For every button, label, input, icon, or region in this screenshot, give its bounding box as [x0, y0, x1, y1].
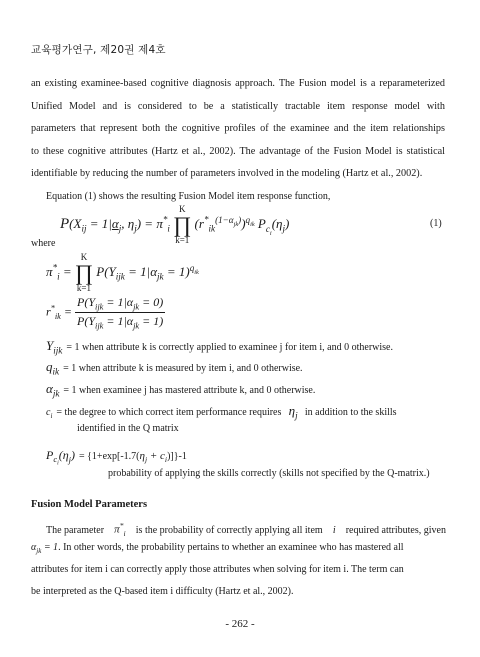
- paragraph-line: to these cognitive attributes (Hartz et al., 2002). The advantage of the Fusion Model is statistical: [31, 145, 445, 157]
- paragraph-line: an existing examinee-based cognitive diagnosis approach. The Fusion model is a reparameterized: [31, 78, 445, 89]
- running-header: 교육평가연구, 제20권 제4호: [31, 44, 166, 56]
- p-c-formula-head: = {1+exp[-1.7(: [78, 451, 140, 462]
- p-c-formula-vars: $\eta_j + c_i$: [139, 450, 168, 465]
- paragraph-line-2: [31, 542, 445, 555]
- paragraph-intro: [31, 73, 445, 186]
- y-definition-text: = 1 when attribute k is correctly applied to examinee j for item i, and 0 otherwise.: [66, 342, 393, 353]
- p-c-symbol: $P_{c_i}(\eta_j)$: [46, 448, 75, 468]
- para3-line2: . In other words, the probability pertains to whether an examinee who has mastered all: [58, 542, 404, 553]
- page-number: - 262 -: [225, 618, 255, 630]
- c-definition-line2: identified in the Q matrix: [77, 423, 179, 434]
- where-label: where: [31, 238, 56, 249]
- para3-part-c: required attributes, given: [345, 524, 446, 536]
- alpha-symbol: $\alpha_{jk}$: [46, 381, 60, 399]
- alpha-definition-text: = 1 when examinee j has mastered attribute k, and 0 otherwise.: [63, 385, 316, 396]
- paragraph-line: parameters that represent both the cognitive profiles of the examinee and the item relationships: [31, 123, 445, 134]
- q-symbol: $q_{ik}$: [46, 359, 60, 377]
- q-definition-text: = 1 when attribute k is measured by item i, and 0 otherwise.: [63, 363, 303, 374]
- equation-number: (1): [430, 218, 442, 229]
- paragraph-line-3: attributes for item i can correctly apply those attributes when solving for item i. The term can: [31, 564, 404, 575]
- i-inline: i: [332, 524, 336, 536]
- p-c-formula-tail: )]}-1: [167, 451, 187, 462]
- section-heading: Fusion Model Parameters: [31, 499, 148, 510]
- c-definition: [46, 402, 446, 421]
- c-definition-text: = the degree to which correct item performance requires: [56, 407, 282, 418]
- para3-part-a: The parameter: [46, 524, 105, 536]
- paragraph-line-4: be interpreted as the Q-based item i difficulty (Hartz et al., 2002).: [31, 586, 294, 597]
- pi-star-definition: $\pi^*_i$ = K ∏ k=1 $P(Y_{ijk} = 1|\alpha_{jk} = 1)^{q_{ik}}$: [46, 252, 199, 293]
- equation-intro: Equation (1) shows the resulting Fusion Model item response function,: [46, 191, 331, 202]
- alpha-definition: [46, 380, 315, 399]
- p-c-description: probability of applying the skills correctly (skills not specified by the Q-matrix.): [108, 468, 430, 479]
- pi-star-inline: $\pi^*_i$: [114, 521, 126, 538]
- c-definition-text-tail: in addition to the skills: [304, 407, 397, 418]
- r-star-definition: $r^*_{ik}$ = $\frac{P(Y_{ijk} = 1|\alpha_{jk} = 0)}{P(Y_{ijk} = 1|\alpha_{jk} = 1)}$: [46, 295, 164, 331]
- eta-symbol: $\eta_j$: [285, 403, 298, 421]
- q-definition: [46, 358, 303, 377]
- paragraph-line: identifiable by reducing the number of parameters involved in the modeling (Hartz et al., 2002).: [31, 168, 423, 179]
- alpha-inline: $\alpha_{jk} = 1$: [31, 542, 59, 555]
- paragraph-line: Unified Model and is considered to be a statistically tractable item response model with: [31, 100, 445, 112]
- p-c-definition: [46, 446, 187, 467]
- y-definition: [46, 337, 393, 356]
- paragraph-line-1: [46, 521, 446, 538]
- c-symbol: $c_i$: [46, 407, 53, 420]
- y-symbol: $Y_{ijk}$: [46, 338, 63, 356]
- fusion-model-equation: $P(X_{ij} = 1|\alpha_j$, $\eta_j) = \pi^*_i$ K ∏ k=1 $(r^*_{ik}^{(1-\alpha_{jk})})^{q_{ik}}$ $P_{c_i}(\eta_j)$: [60, 204, 290, 245]
- para3-part-b: is the probability of correctly applying all item: [135, 524, 323, 536]
